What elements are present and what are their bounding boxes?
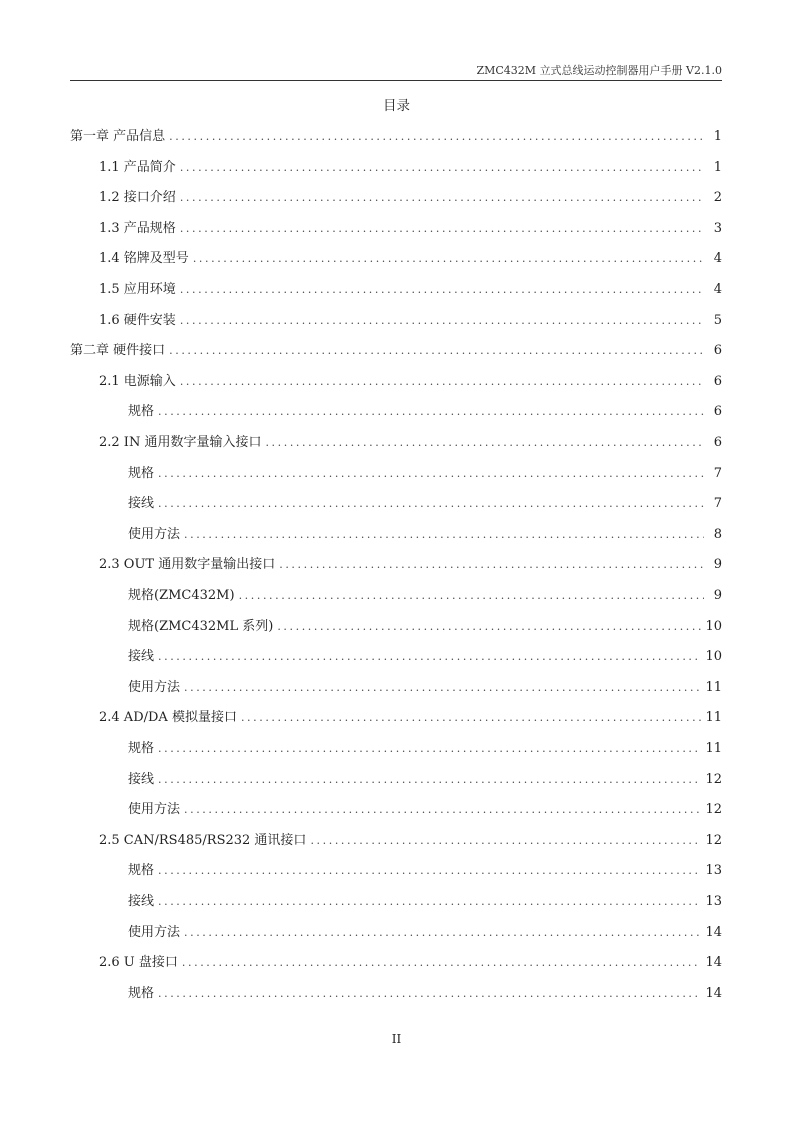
toc-leader-dots: [180, 188, 704, 208]
toc-entry-label: 1.4 铭牌及型号: [99, 251, 189, 267]
toc-entry-page: 11: [705, 679, 722, 695]
toc-entry[interactable]: [70, 923, 722, 943]
toc-leader-dots: [158, 770, 701, 790]
toc-leader-dots: [180, 219, 704, 239]
toc-leader-dots: [158, 464, 704, 484]
toc-entry[interactable]: [70, 188, 722, 208]
toc-entry-page: 14: [705, 924, 722, 940]
toc-entry-page: 6: [713, 404, 722, 420]
toc-entry-page: 10: [705, 618, 722, 634]
toc-entry-page: 11: [705, 710, 722, 726]
toc-entry-label: 第一章 产品信息: [70, 129, 166, 144]
toc-entry-label: 1.3 产品规格: [99, 220, 176, 236]
toc-entry-label: 2.6 U 盘接口: [99, 955, 178, 971]
toc-entry[interactable]: [70, 739, 722, 759]
toc-entry-page: 11: [705, 741, 722, 756]
running-header: [70, 64, 722, 81]
toc-leader-dots: [158, 892, 701, 912]
toc-entry-page: 2: [713, 190, 722, 206]
toc-leader-dots: [239, 586, 704, 606]
toc-entry-label: 使用方法: [128, 924, 181, 940]
toc-title: 目录: [383, 98, 410, 114]
toc-entry[interactable]: [70, 617, 722, 637]
toc-entry-label: 规格: [128, 465, 155, 481]
toc-entry-label: 2.2 IN 通用数字量输入接口: [99, 435, 262, 450]
toc-entry-page: 13: [705, 863, 722, 879]
toc-entry-label: 2.1 电源输入: [99, 373, 176, 389]
toc-entry[interactable]: [70, 280, 722, 300]
toc-entry[interactable]: [70, 249, 722, 269]
toc-entry-page: 14: [705, 955, 722, 971]
toc-entry-page: 9: [713, 557, 722, 573]
toc-entry[interactable]: [70, 525, 722, 545]
toc-entry-page: 4: [713, 282, 722, 297]
toc-leader-dots: [184, 800, 701, 820]
toc-entry-page: 4: [713, 251, 722, 267]
toc-entry-label: 规格: [128, 741, 155, 756]
toc-entry-page: 7: [713, 465, 722, 481]
toc-entry-label: 1.5 应用环境: [99, 282, 176, 297]
toc-entry-label: 1.6 硬件安装: [99, 312, 176, 328]
toc-entry-page: 1: [713, 129, 722, 144]
toc-entry[interactable]: [70, 647, 722, 667]
toc-leader-dots: [169, 127, 704, 147]
toc-leader-dots: [182, 953, 702, 973]
toc-entry-page: 12: [705, 802, 722, 818]
toc-entry[interactable]: [70, 372, 722, 392]
toc-entry-label: 规格: [128, 863, 155, 879]
toc-leader-dots: [241, 708, 702, 728]
toc-entry[interactable]: [70, 127, 722, 147]
toc-entry-page: 1: [713, 159, 722, 175]
toc-leader-dots: [265, 433, 704, 453]
toc-leader-dots: [180, 311, 704, 331]
toc-entry[interactable]: [70, 892, 722, 912]
toc-leader-dots: [180, 280, 704, 300]
page-number: II: [391, 1032, 402, 1046]
toc-leader-dots: [158, 494, 704, 514]
toc-entry[interactable]: [70, 953, 722, 973]
toc-entry-page: 7: [713, 496, 722, 512]
toc-leader-dots: [158, 739, 701, 759]
toc-leader-dots: [193, 249, 704, 269]
toc-leader-dots: [277, 617, 701, 637]
toc-entry-label: 1.2 接口介绍: [99, 190, 176, 206]
toc-entry[interactable]: [70, 984, 722, 1004]
toc-entry[interactable]: [70, 311, 722, 331]
toc-leader-dots: [279, 555, 704, 575]
toc-entry-label: 规格: [128, 985, 155, 1001]
toc-entry[interactable]: [70, 831, 722, 851]
toc-entry-page: 6: [713, 373, 722, 389]
toc-entry-page: 5: [713, 312, 722, 328]
toc-entry[interactable]: [70, 800, 722, 820]
toc-entry-label: 2.3 OUT 通用数字量输出接口: [99, 557, 276, 573]
toc-entry[interactable]: [70, 219, 722, 239]
toc-entry[interactable]: [70, 494, 722, 514]
toc-entry-label: 接线: [128, 771, 155, 787]
toc-entry[interactable]: [70, 770, 722, 790]
toc-entry[interactable]: [70, 433, 722, 453]
toc-leader-dots: [184, 678, 701, 698]
toc-entry[interactable]: [70, 555, 722, 575]
toc-entry-page: 9: [713, 588, 722, 603]
toc-entry-page: 12: [705, 832, 722, 848]
toc-entry-page: 10: [705, 649, 722, 665]
toc-leader-dots: [158, 647, 701, 667]
toc-leader-dots: [158, 861, 701, 881]
toc-entry[interactable]: [70, 464, 722, 484]
toc-entry-label: 2.5 CAN/RS485/RS232 通讯接口: [99, 832, 307, 848]
toc-entry-page: 8: [713, 526, 722, 542]
toc-leader-dots: [180, 372, 704, 392]
toc-entry[interactable]: [70, 402, 722, 422]
toc-entry-page: 6: [713, 435, 722, 450]
toc-entry[interactable]: [70, 158, 722, 178]
toc-leader-dots: [158, 402, 704, 422]
toc-entry-label: 2.4 AD/DA 模拟量接口: [99, 710, 237, 726]
toc-entry-label: 使用方法: [128, 526, 181, 542]
toc-entry-label: 使用方法: [128, 679, 181, 695]
toc-entry[interactable]: [70, 708, 722, 728]
toc-entry-label: 规格(ZMC432ML 系列): [128, 618, 274, 634]
toc-entry-label: 规格: [128, 404, 155, 420]
toc-entry-page: 6: [713, 343, 722, 359]
toc-entry[interactable]: [70, 861, 722, 881]
toc-entry-page: 12: [705, 771, 722, 787]
toc-leader-dots: [310, 831, 701, 851]
toc-entry[interactable]: [70, 678, 722, 698]
toc-entry-label: 1.1 产品简介: [99, 159, 176, 175]
toc-entry-label: 使用方法: [128, 802, 181, 818]
toc-leader-dots: [180, 158, 704, 178]
toc-entry[interactable]: [70, 341, 722, 361]
toc-leader-dots: [158, 984, 701, 1004]
toc-leader-dots: [184, 525, 704, 545]
toc-entry-page: 14: [705, 985, 722, 1001]
toc-leader-dots: [169, 341, 704, 361]
toc-leader-dots: [184, 923, 701, 943]
toc-entry-label: 规格(ZMC432M): [128, 588, 235, 603]
toc-entry-label: 接线: [128, 496, 155, 512]
toc-entry[interactable]: [70, 586, 722, 606]
toc-entry-page: 13: [705, 894, 722, 909]
toc-entry-label: 接线: [128, 894, 155, 909]
toc-entry-page: 3: [713, 220, 722, 236]
running-title: ZMC432M 立式总线运动控制器用户手册 V2.1.0: [476, 64, 722, 77]
toc-entry-label: 接线: [128, 649, 155, 665]
toc-entry-label: 第二章 硬件接口: [70, 343, 166, 359]
